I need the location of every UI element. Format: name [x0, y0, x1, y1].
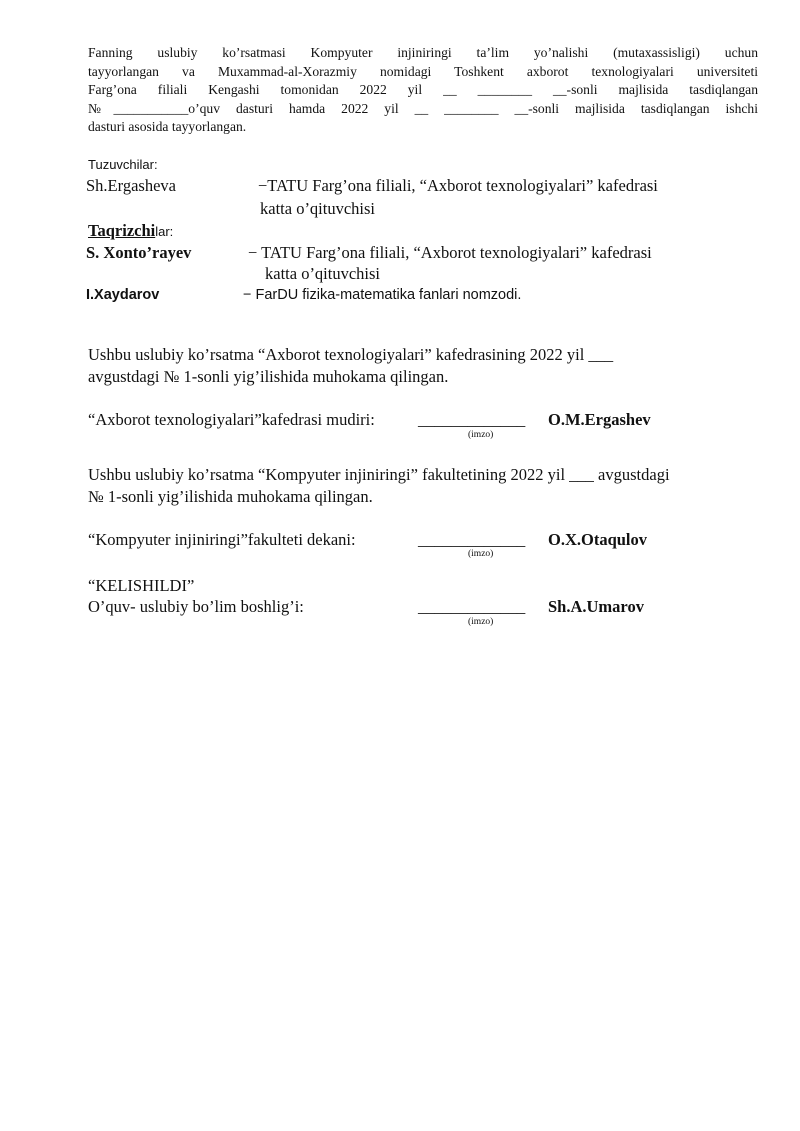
signature-line: _____________ [418, 530, 526, 549]
intro-paragraph [88, 44, 758, 137]
dept-discussion-text: avgustdagi № 1-sonli yig’ilishida muhokama qilingan. [88, 367, 449, 386]
intro-line: Farg’ona filiali Kengashi tomonidan 2022 yil __ ________ __-sonli majlisida tasdiqlangan [88, 82, 758, 98]
authors-heading: Tuzuvchilar: [88, 157, 158, 172]
edu-head-label: O’quv- uslubiy bo’lim boshlig’i: [88, 597, 304, 616]
dean-name: O.X.Otaqulov [548, 530, 648, 549]
reviewer-description: katta o’qituvchisi [265, 264, 381, 283]
reviewer-name: I.Xaydarov [86, 287, 160, 303]
intro-line: dasturi asosida tayyorlangan. [88, 119, 247, 135]
reviewers-heading-main: Taqrizchi [88, 221, 156, 240]
reviewer-description: − TATU Farg’ona filiali, “Axborot texnologiyalari” kafedrasi [248, 243, 652, 262]
edu-head-name: Sh.A.Umarov [548, 597, 644, 616]
signature-line: _____________ [418, 597, 526, 616]
signature-caption: (imzo) [468, 430, 494, 440]
dept-head-label: “Axborot texnologiyalari”kafedrasi mudiri: [88, 410, 375, 429]
reviewers-heading [88, 221, 173, 241]
dept-discussion-text: Ushbu uslubiy ko’rsatma “Axborot texnologiyalari” kafedrasining 2022 yil ___ [88, 345, 614, 364]
author-description: katta o’qituvchisi [260, 199, 376, 218]
signature-caption: (imzo) [468, 617, 494, 627]
author-description: −TATU Farg’ona filiali, “Axborot texnologiyalari” kafedrasi [258, 176, 658, 195]
faculty-discussion-text: № 1-sonli yig’ilishida muhokama qilingan. [88, 487, 373, 506]
dept-head-name: O.M.Ergashev [548, 410, 651, 429]
signature-line: _____________ [418, 410, 526, 429]
author-name: Sh.Ergasheva [86, 176, 176, 195]
intro-line: tayyorlangan va Muxammad-al-Xorazmiy nomidagi Toshkent axborot texnologiyalari universiteti [88, 63, 758, 79]
signature-caption: (imzo) [468, 549, 494, 559]
agreed-heading: “KELISHILDI” [88, 576, 195, 595]
dean-label: “Kompyuter injiniringi”fakulteti dekani: [88, 530, 356, 549]
reviewer-description: − FarDU fizika-matematika fanlari nomzodi. [243, 287, 522, 303]
intro-line: №___________o’quv dasturi hamda 2022 yil __ ________ __-sonli majlisida tasdiqlangan ishchi [88, 100, 758, 116]
intro-line: Fanning uslubiy ko’rsatmasi Kompyuter injiniringi ta’lim yo’nalishi (mutaxassisligi) uchun [88, 45, 758, 60]
reviewers-heading-suffix: lar: [155, 224, 174, 239]
reviewer-name: S. Xonto’rayev [86, 243, 192, 262]
faculty-discussion-text: Ushbu uslubiy ko’rsatma “Kompyuter injiniringi” fakultetining 2022 yil ___ avgustdagi [88, 465, 670, 484]
